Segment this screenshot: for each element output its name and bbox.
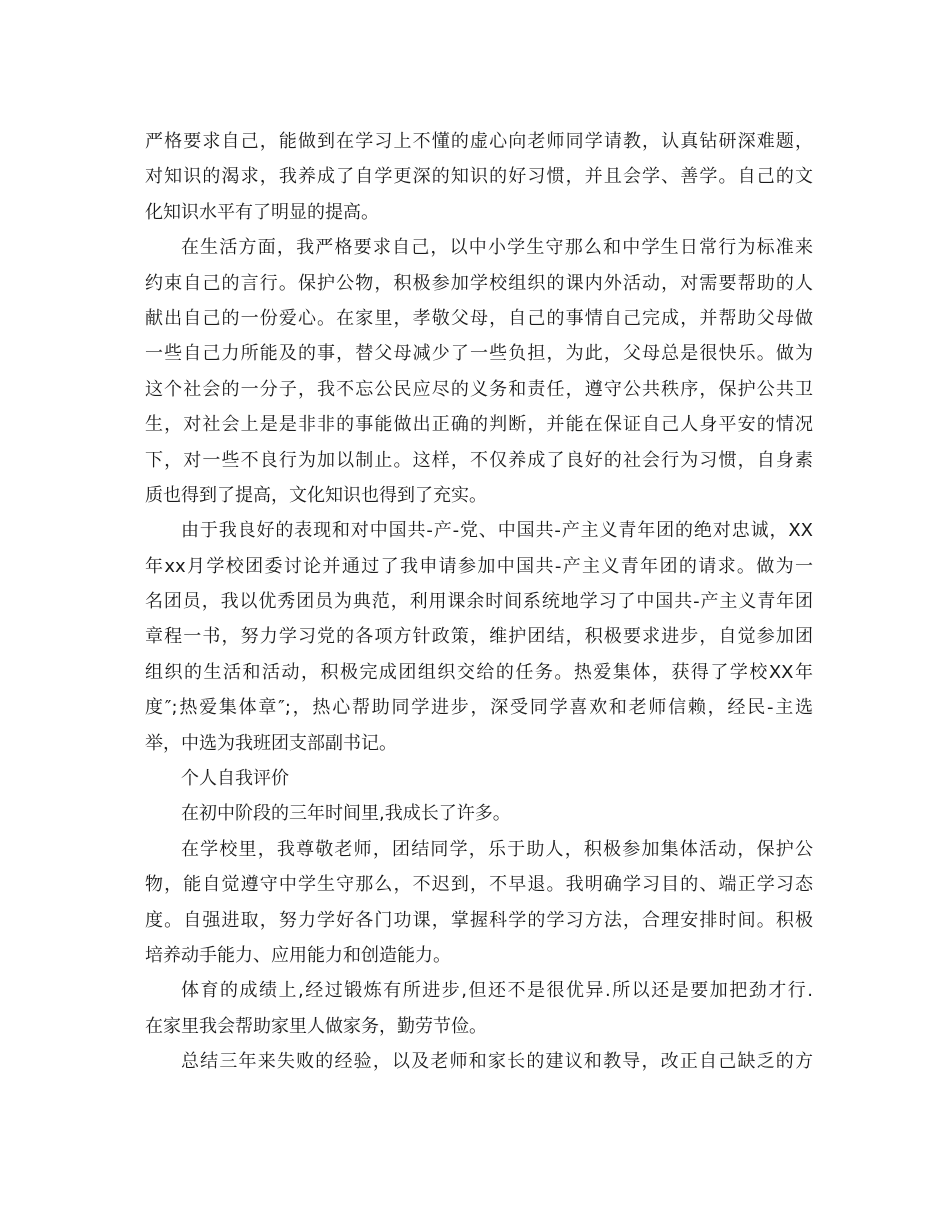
text-line: 组织的生活和活动，积极完成团组织交给的任务。热爱集体，获得了学校XX年 <box>145 661 813 683</box>
text-line: 物，能自觉遵守中学生守那么，不迟到，不早退。我明确学习目的、端正学习态 <box>145 874 813 896</box>
text-line: 由于我良好的表现和对中国共-产-党、中国共-产主义青年团的绝对忠诚，XX <box>181 520 813 542</box>
text-line: 献出自己的一份爱心。在家里，孝敬父母，自己的事情自己完成，并帮助父母做 <box>145 307 813 329</box>
text-line: 培养动手能力、应用能力和创造能力。 <box>145 944 451 966</box>
text-line: 举，中选为我班团支部副书记。 <box>145 732 397 754</box>
text-line: 对知识的渴求，我养成了自学更深的知识的好习惯，并且会学、善学。自己的文 <box>145 166 813 188</box>
text-line: 这个社会的一分子，我不忘公民应尽的义务和责任，遵守公共秩序，保护公共卫 <box>145 378 813 400</box>
text-line: 度″;热爱集体章″;，热心帮助同学进步，深受同学喜欢和老师信赖，经民-主选 <box>145 697 813 719</box>
text-line: 下，对一些不良行为加以制止。这样，不仅养成了良好的社会行为习惯，自身素 <box>145 449 813 471</box>
text-line: 生，对社会上是是非非的事能做出正确的判断，并能在保证自己人身平安的情况 <box>145 414 813 436</box>
text-line: 约束自己的言行。保护公物，积极参加学校组织的课内外活动，对需要帮助的人 <box>145 272 813 294</box>
text-line: 严格要求自己，能做到在学习上不懂的虚心向老师同学请教，认真钻研深难题， <box>145 131 813 152</box>
text-line: 在家里我会帮助家里人做家务，勤劳节俭。 <box>145 1015 487 1037</box>
text-line: 在学校里，我尊敬老师，团结同学，乐于助人，积极参加集体活动，保护公 <box>181 838 813 860</box>
text-line: 质也得到了提高，文化知识也得到了充实。 <box>145 484 487 506</box>
text-line: 在初中阶段的三年时间里,我成长了许多。 <box>181 803 511 825</box>
text-line: 体育的成绩上,经过锻炼有所进步,但还不是很优异.所以还是要加把劲才行. <box>181 980 813 1002</box>
text-line: 名团员，我以优秀团员为典范，利用课余时间系统地学习了中国共-产主义青年团 <box>145 591 813 613</box>
text-line: 度。自强进取，努力学好各门功课，掌握科学的学习方法，合理安排时间。积极 <box>145 909 813 931</box>
text-line: 总结三年来失败的经验，以及老师和家长的建议和教导，改正自己缺乏的方 <box>181 1051 813 1073</box>
document-body <box>145 124 813 1080</box>
text-line: 一些自己力所能及的事，替父母减少了一些负担，为此，父母总是很快乐。做为 <box>145 343 813 365</box>
section-heading: 个人自我评价 <box>181 768 289 790</box>
text-line: 年xx月学校团委讨论并通过了我申请参加中国共-产主义青年团的请求。做为一 <box>145 555 813 577</box>
text-line: 章程一书，努力学习党的各项方针政策，维护团结，积极要求进步，自觉参加团 <box>145 626 813 648</box>
text-line: 在生活方面，我严格要求自己，以中小学生守那么和中学生日常行为标准来 <box>181 237 813 259</box>
text-line: 化知识水平有了明显的提高。 <box>145 201 379 223</box>
